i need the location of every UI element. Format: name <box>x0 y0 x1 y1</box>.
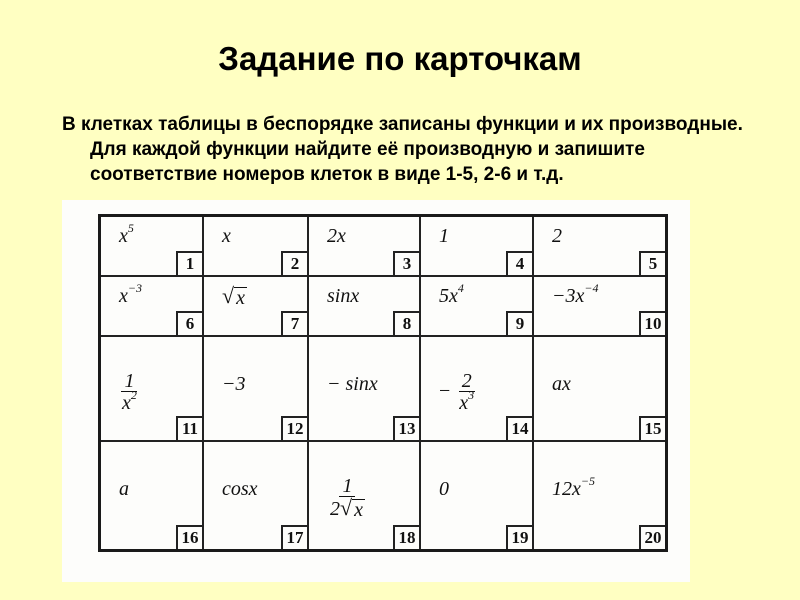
card-expression <box>327 225 346 248</box>
card-number: 8 <box>393 311 419 335</box>
card-expression <box>552 225 562 248</box>
card-cell <box>421 277 534 337</box>
card-cell <box>309 337 421 442</box>
expression-base: −3x <box>552 285 585 307</box>
card-grid <box>98 214 668 552</box>
card-cell <box>204 442 309 549</box>
card-cell <box>101 337 204 442</box>
card-number: 18 <box>393 525 419 549</box>
card-cell <box>204 217 309 277</box>
card-number: 6 <box>176 311 202 335</box>
denominator-coefficient: 2 <box>330 498 340 520</box>
card-expression <box>119 478 129 501</box>
card-number: 5 <box>639 251 665 275</box>
card-number: 1 <box>176 251 202 275</box>
fraction <box>456 371 477 414</box>
expression-base: 5x <box>439 285 458 307</box>
card-number: 2 <box>281 251 307 275</box>
square-root <box>340 497 365 520</box>
expression-exponent: −4 <box>584 281 599 295</box>
card-expression <box>552 474 595 501</box>
expression-base: x <box>222 225 231 247</box>
expression-base: 1 <box>439 225 449 247</box>
card-cell <box>534 277 665 337</box>
card-expression <box>552 281 599 308</box>
card-expression <box>222 225 231 248</box>
card-cell <box>204 277 309 337</box>
expression-base: x <box>119 225 128 247</box>
expression-base: 2 <box>552 225 562 247</box>
expression-base: 2x <box>327 225 346 247</box>
card-cell <box>309 442 421 549</box>
card-number: 12 <box>281 416 307 440</box>
numerator: 1 <box>121 371 137 392</box>
denominator-exponent: 2 <box>130 388 137 402</box>
card-cell <box>309 277 421 337</box>
fraction <box>327 476 368 520</box>
card-cell <box>421 442 534 549</box>
card-expression <box>327 373 378 396</box>
denominator-base: x <box>122 392 131 414</box>
expression-base: − sinx <box>327 373 378 395</box>
card-number: 3 <box>393 251 419 275</box>
card-number: 14 <box>506 416 532 440</box>
card-number: 15 <box>639 416 665 440</box>
denominator <box>456 388 477 414</box>
card-number: 19 <box>506 525 532 549</box>
denominator <box>327 497 368 520</box>
fraction <box>119 371 140 414</box>
card-number: 11 <box>176 416 202 440</box>
expression-base: cosx <box>222 478 258 500</box>
card-cell <box>101 277 204 337</box>
card-expression <box>222 373 246 396</box>
expression-base: ax <box>552 373 571 395</box>
task-instructions: В клетках таблицы в беспорядке записаны функции и их производные. Для каждой функции найдите её производную и запишите соответствие номеров клеток в виде 1-5, 2-6 и т.д. <box>62 114 743 185</box>
card-cell <box>204 337 309 442</box>
expression-base: a <box>119 478 129 500</box>
card-number: 20 <box>639 525 665 549</box>
card-number: 4 <box>506 251 532 275</box>
card-number: 13 <box>393 416 419 440</box>
scanned-card-table <box>62 200 690 582</box>
radical-sign-icon: √ <box>340 495 353 520</box>
square-root <box>222 285 247 308</box>
card-cell <box>101 442 204 549</box>
numerator: 2 <box>459 371 475 392</box>
card-expression <box>119 221 134 248</box>
denominator-base: x <box>459 392 469 414</box>
card-expression <box>552 373 571 396</box>
card-expression <box>439 371 477 414</box>
card-expression <box>439 281 464 308</box>
slide-title: Задание по карточкам <box>218 40 582 77</box>
radical-sign-icon: √ <box>222 283 235 308</box>
card-number: 16 <box>176 525 202 549</box>
card-cell <box>534 337 665 442</box>
card-expression <box>119 371 140 414</box>
card-cell <box>309 217 421 277</box>
expression-base: 0 <box>439 478 449 500</box>
numerator: 1 <box>339 476 355 497</box>
card-expression <box>439 478 449 501</box>
expression-exponent: −3 <box>127 281 142 295</box>
radicand: x <box>354 499 363 521</box>
expression-base: sinx <box>327 285 360 307</box>
expression-exponent: 4 <box>457 281 464 295</box>
card-number: 10 <box>639 311 665 335</box>
denominator <box>119 388 140 414</box>
card-number: 17 <box>281 525 307 549</box>
expression-base: −3 <box>222 373 246 395</box>
card-cell <box>421 217 534 277</box>
card-expression <box>222 285 247 309</box>
radicand: x <box>236 287 245 309</box>
card-cell <box>534 217 665 277</box>
card-number: 7 <box>281 311 307 335</box>
card-expression <box>439 225 449 248</box>
card-expression <box>327 285 359 308</box>
expression-base: 12x <box>552 478 581 500</box>
expression-exponent: 5 <box>127 221 134 235</box>
card-number: 9 <box>506 311 532 335</box>
card-cell <box>421 337 534 442</box>
fraction-sign: − <box>439 380 451 403</box>
card-expression <box>327 476 368 520</box>
card-expression <box>222 478 258 501</box>
card-cell <box>101 217 204 277</box>
expression-exponent: −5 <box>580 474 595 488</box>
card-cell <box>534 442 665 549</box>
expression-base: x <box>119 285 128 307</box>
denominator-exponent: 3 <box>468 388 475 402</box>
card-expression <box>119 281 142 308</box>
